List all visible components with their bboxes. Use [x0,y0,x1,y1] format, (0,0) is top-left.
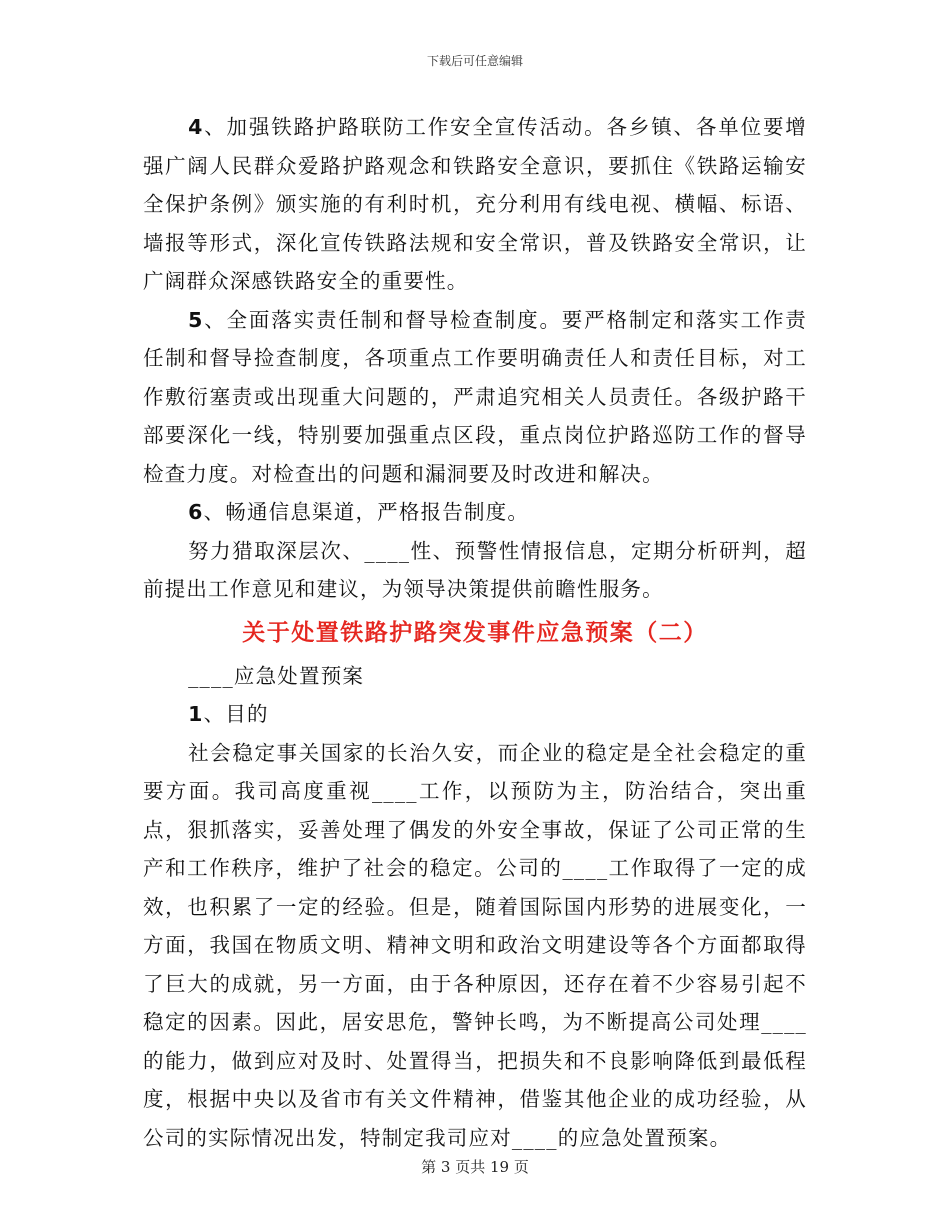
paragraph-number: 5 [188,307,204,332]
paragraph-item-5 [143,301,807,494]
paragraph-text: ____应急处置预案 [188,663,365,688]
paragraph-text: 、全面落实责任制和督导检查制度。要严格制定和落实工作责任制和督导捡查制度，各项重点工作要明确责任人和责任目标，对工作敷衍塞责或出现重大问题的，严肃追究相关人员责任。各级护路干部要深化一线，特别要加强重点区段，重点岗位护路巡防工作的督导检查力度。对检查出的问题和漏洞要及时改进和解决。 [143,307,807,486]
document-body [143,108,807,1157]
page-footer-number: 第 3 页共 19 页 [421,1158,529,1176]
paragraph-text: 、畅通信息渠道，严格报告制度。 [203,500,530,524]
paragraph-text: 、加强铁路护路联防工作安全宣传活动。各乡镇、各单位要增强广阔人民群众爱路护路观念和铁路安全意识，要抓住《铁路运输安全保护条例》颁实施的有利时机，充分利用有线电视、横幅、标语、墙报等形式，深化宣传铁路法规和安全常识，普及铁路安全常识，让广阔群众深感铁路安全的重要性。 [143,115,807,293]
paragraph-item-4 [143,108,807,301]
paragraph-text: 、目的 [203,702,269,726]
paragraph-number: 4 [188,115,204,139]
page-header-note: 下载后可任意编辑 [426,54,523,68]
paragraph-number: 1 [188,702,204,726]
paragraph-number: 6 [188,500,204,524]
paragraph-plan-name [143,657,807,696]
paragraph-purpose-body [143,734,807,1158]
paragraph-text: 社会稳定事关国家的长治久安，而企业的稳定是全社会稳定的重要方面。我司高度重视____工作，以预防为主，防治结合，突出重点，狠抓落实，妥善处理了偶发的外安全事故，保证了公司正常的生产和工作秩序，维护了社会的稳定。公司的____工作取得了一定的成效，也积累了一定的经验。但是，随着国际国内形势的进展变化，一方面，我国在物质文明、精神文明和政治文明建设等各个方面都取得了巨大的成就，另一方面，由于各种原因，还存在着不少容易引起不稳定的因素。因此，居安思危，警钟长鸣，为不断提高公司处理____的能力，做到应对及时、处置得当，把损失和不良影响降低到最低程度，根据中央以及省市有关文件精神，借鉴其他企业的成功经验，从公司的实际情况出发，特制定我司应对____的应急处置预案。 [143,740,807,1150]
paragraph-text: 努力猎取深层次、____性、预警性情报信息，定期分析研判，超前提出工作意见和建议，为领导决策提供前瞻性服务。 [143,538,807,601]
paragraph-intelligence [143,532,807,609]
paragraph-item-6 [143,493,807,532]
paragraph-heading-purpose [143,695,807,734]
section-title: 关于处置铁路护路突发事件应急预案（二） [242,619,708,646]
